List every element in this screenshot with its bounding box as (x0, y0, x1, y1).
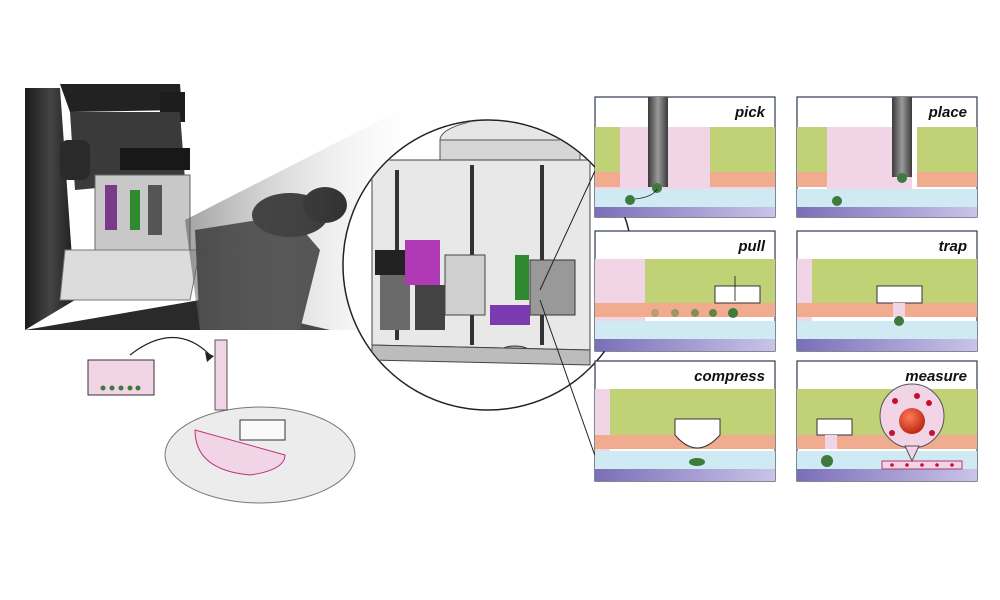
panel-pick (595, 97, 775, 217)
right-block (530, 260, 575, 315)
transfer-arrow-head-icon (205, 352, 214, 362)
purple-slide (490, 305, 530, 325)
process-panels (595, 97, 977, 481)
device-zoom-circle (343, 118, 633, 470)
panel-compress (595, 361, 775, 481)
green-part (515, 255, 529, 300)
rod-3 (540, 165, 544, 345)
panel-label-compress: compress (694, 368, 765, 385)
mini-device-part-purple (105, 185, 117, 230)
focus-knob-icon (60, 140, 90, 180)
panel-measure (797, 361, 977, 481)
pipette-icon (215, 340, 227, 410)
measure-bead (899, 408, 925, 434)
transfer-arrow (130, 338, 210, 356)
stack-purple (405, 240, 440, 285)
mini-device-part-green (130, 190, 140, 230)
panel-label-place: place (928, 104, 967, 121)
panel-trap (797, 231, 977, 351)
stack-left-2 (415, 285, 445, 330)
microscope-stage (60, 250, 200, 300)
panel-pull (595, 231, 775, 351)
mini-device-part-dark (148, 185, 162, 235)
place-probe (892, 97, 912, 177)
panel-place (797, 97, 977, 217)
panel-label-pull: pull (738, 238, 765, 255)
pick-cell-start (625, 195, 635, 205)
microscope-head (120, 148, 190, 170)
pick-cell (652, 183, 662, 193)
panel-label-trap: trap (938, 238, 967, 255)
panel-label-measure: measure (905, 368, 967, 385)
chip-on-dish (240, 420, 285, 440)
pick-probe (648, 97, 668, 187)
panel-label-pick: pick (734, 104, 765, 121)
center-block (445, 255, 485, 315)
sample-prep (88, 338, 355, 504)
